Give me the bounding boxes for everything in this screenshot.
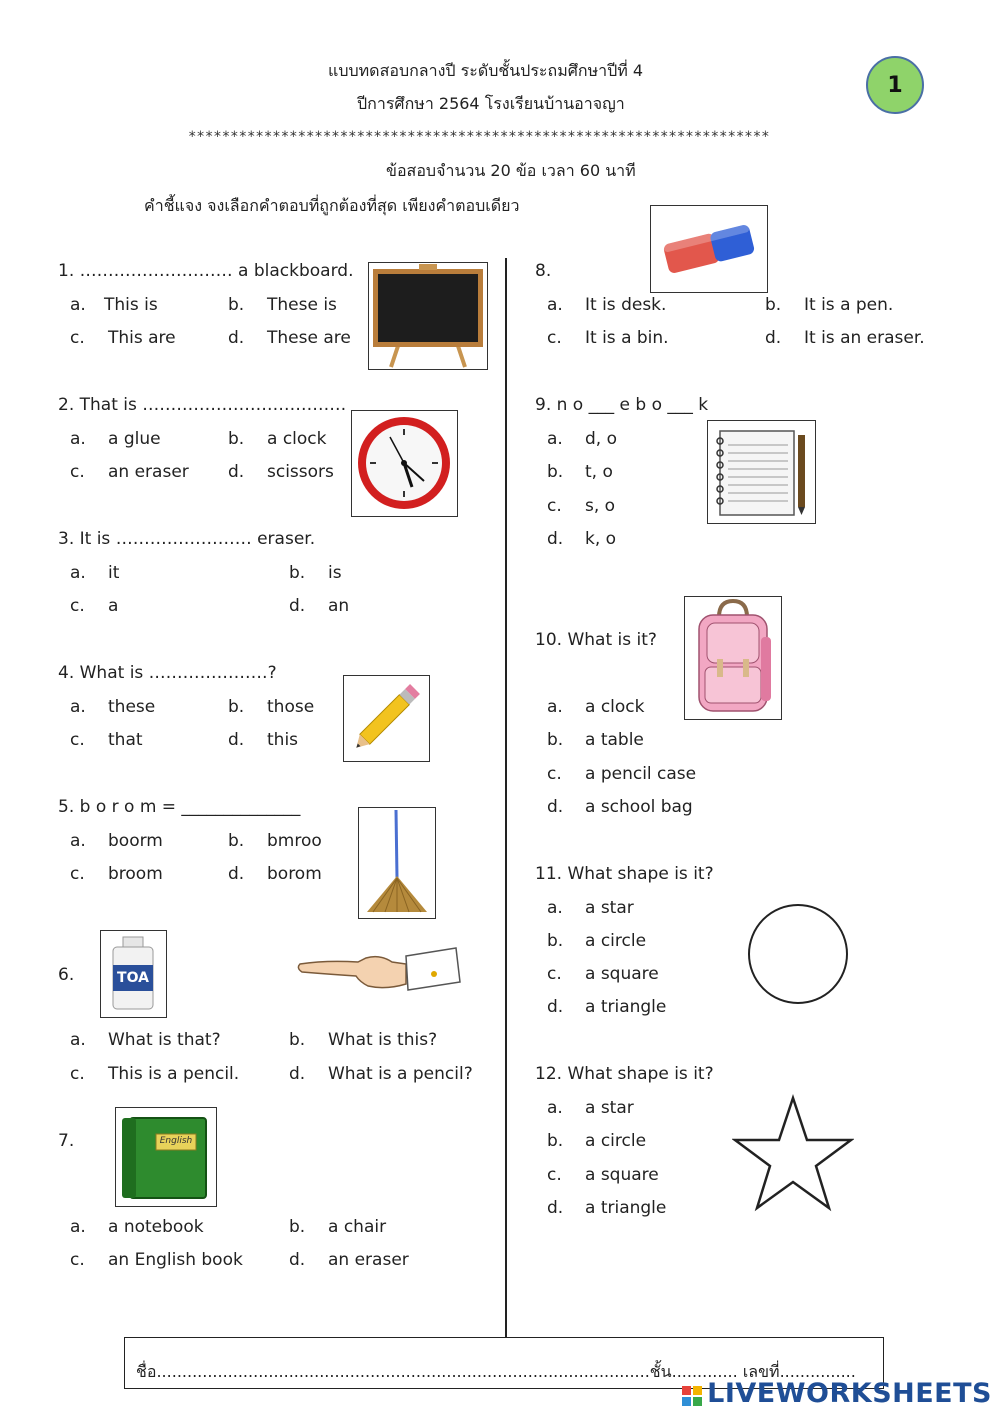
blackboard-image	[368, 262, 488, 370]
glue-brand-label: TOA	[117, 970, 149, 986]
page-number-badge: 1	[866, 56, 924, 114]
option-label: a.	[70, 831, 86, 851]
option-label: b.	[228, 429, 245, 449]
star-separator: *********************************************************************	[188, 129, 770, 145]
option-label: c.	[547, 1165, 562, 1185]
option-a[interactable]: a notebook	[108, 1217, 204, 1237]
option-d[interactable]: a school bag	[585, 797, 693, 817]
option-label: d.	[289, 1250, 306, 1270]
question-text: 2. That is ………………………………	[58, 395, 347, 415]
option-c[interactable]: It is a bin.	[585, 328, 669, 348]
notebook-image	[707, 420, 816, 524]
circle-shape-image	[746, 902, 850, 1006]
question-text: 8.	[535, 261, 552, 281]
option-d[interactable]: borom	[267, 864, 322, 884]
option-d[interactable]: this	[267, 730, 299, 750]
book-cover-label: English	[159, 1136, 193, 1146]
pointing-hand-image	[296, 942, 462, 998]
option-label: c.	[547, 964, 562, 984]
option-label: a.	[547, 429, 563, 449]
option-label: d.	[228, 730, 245, 750]
option-label: b.	[547, 462, 564, 482]
option-d[interactable]: scissors	[267, 462, 334, 482]
option-d[interactable]: k, o	[585, 529, 617, 549]
column-divider	[505, 258, 507, 1338]
option-label: b.	[547, 931, 564, 951]
option-c[interactable]: s, o	[585, 496, 616, 516]
school-bag-image	[684, 596, 782, 720]
student-name-line[interactable]: ชื่อ.................................................................................................ชั้น............. เลขที่...............	[136, 1362, 856, 1381]
option-label: d.	[765, 328, 782, 348]
eraser-image	[650, 205, 768, 293]
option-label: c.	[547, 764, 562, 784]
instruction: คำชี้แจง จงเลือกคำตอบที่ถูกต้องที่สุด เพียงคำตอบเดียว	[144, 196, 520, 215]
option-a[interactable]: a star	[585, 1098, 634, 1118]
option-a[interactable]: a glue	[108, 429, 161, 449]
option-label: a.	[70, 1030, 86, 1050]
option-d[interactable]: a triangle	[585, 1198, 667, 1218]
clock-image	[351, 410, 458, 517]
option-label: a.	[70, 1217, 86, 1237]
option-b[interactable]: a table	[585, 730, 644, 750]
option-label: a.	[547, 898, 563, 918]
option-label: c.	[547, 496, 562, 516]
option-b[interactable]: bmroo	[267, 831, 322, 851]
option-label: b.	[547, 1131, 564, 1151]
option-label: b.	[228, 697, 245, 717]
option-label: c.	[70, 1250, 85, 1270]
option-b[interactable]: a clock	[267, 429, 327, 449]
exam-title: แบบทดสอบกลางปี ระดับชั้นประถมศึกษาปีที่ 4	[328, 61, 644, 80]
option-label: d.	[228, 462, 245, 482]
option-label: c.	[547, 328, 562, 348]
liveworksheets-logo	[681, 1378, 992, 1409]
question-text: 7.	[58, 1131, 75, 1151]
option-c[interactable]: This are	[108, 328, 176, 348]
option-label: b.	[289, 1217, 306, 1237]
english-book-image	[115, 1107, 217, 1207]
option-label: a.	[547, 697, 563, 717]
option-label: d.	[547, 529, 564, 549]
option-label: a.	[547, 1098, 563, 1118]
option-b[interactable]: a circle	[585, 1131, 647, 1151]
option-label: d.	[547, 797, 564, 817]
option-d[interactable]: an	[328, 596, 350, 616]
option-a[interactable]: a star	[585, 898, 634, 918]
option-b[interactable]: a circle	[585, 931, 647, 951]
option-label: a.	[547, 295, 563, 315]
option-b[interactable]: those	[267, 697, 315, 717]
option-a[interactable]: What is that?	[108, 1030, 221, 1050]
option-c[interactable]: a pencil case	[585, 764, 697, 784]
option-a[interactable]: d, o	[585, 429, 617, 449]
option-d[interactable]: What is a pencil?	[328, 1064, 473, 1084]
question-text: 1. ……………………… a blackboard.	[58, 261, 354, 281]
pencil-image	[343, 675, 430, 762]
option-label: a.	[70, 295, 86, 315]
option-c[interactable]: broom	[108, 864, 163, 884]
option-label: d.	[289, 1064, 306, 1084]
option-label: a.	[70, 563, 86, 583]
option-c[interactable]: an English book	[108, 1250, 243, 1270]
option-label: c.	[70, 864, 85, 884]
option-d[interactable]: These are	[267, 328, 351, 348]
option-label: b.	[228, 295, 245, 315]
option-label: d.	[228, 864, 245, 884]
option-a[interactable]: a clock	[585, 697, 645, 717]
option-b[interactable]: a chair	[328, 1217, 387, 1237]
option-c[interactable]: This is a pencil.	[108, 1064, 240, 1084]
exam-info: ข้อสอบจำนวน 20 ข้อ เวลา 60 นาที	[386, 161, 636, 180]
option-label: a.	[70, 429, 86, 449]
option-label: b.	[765, 295, 782, 315]
option-b[interactable]: t, o	[585, 462, 613, 482]
star-shape-image	[732, 1094, 854, 1212]
option-a[interactable]: these	[108, 697, 156, 717]
option-label: a.	[70, 697, 86, 717]
option-label: d.	[547, 1198, 564, 1218]
option-a[interactable]: It is desk.	[585, 295, 667, 315]
option-label: c.	[70, 328, 85, 348]
option-label: b.	[289, 563, 306, 583]
glue-bottle-image	[100, 930, 167, 1018]
question-text: 12. What shape is it?	[535, 1064, 714, 1084]
brand-text: LIVEWORKSHEETS	[707, 1378, 992, 1409]
option-c[interactable]: a	[108, 596, 119, 616]
question-text: 9. n o ___ e b o ___ k	[535, 395, 709, 415]
option-a[interactable]: This is	[104, 295, 158, 315]
option-c[interactable]: that	[108, 730, 143, 750]
option-a[interactable]: boorm	[108, 831, 163, 851]
option-b[interactable]: It is a pen.	[804, 295, 894, 315]
option-c[interactable]: a square	[585, 964, 659, 984]
question-text: 4. What is …………………?	[58, 663, 277, 683]
option-a[interactable]: it	[108, 563, 120, 583]
option-b[interactable]: What is this?	[328, 1030, 438, 1050]
question-text: 5. b o r o m = ______________	[58, 797, 301, 817]
option-c[interactable]: an eraser	[108, 462, 189, 482]
option-label: b.	[289, 1030, 306, 1050]
option-d[interactable]: an eraser	[328, 1250, 409, 1270]
option-c[interactable]: a square	[585, 1165, 659, 1185]
option-d[interactable]: a triangle	[585, 997, 667, 1017]
broom-image	[358, 807, 436, 919]
option-label: c.	[70, 596, 85, 616]
liveworksheets-icon	[681, 1383, 703, 1405]
question-text: 10. What is it?	[535, 630, 657, 650]
option-label: c.	[70, 730, 85, 750]
option-d[interactable]: It is an eraser.	[804, 328, 925, 348]
option-label: b.	[228, 831, 245, 851]
option-label: d.	[547, 997, 564, 1017]
option-b[interactable]: These is	[267, 295, 337, 315]
option-label: d.	[228, 328, 245, 348]
question-text: 11. What shape is it?	[535, 864, 714, 884]
school-year: ปีการศึกษา 2564 โรงเรียนบ้านอาจญา	[357, 94, 625, 113]
question-text: 6.	[58, 965, 75, 985]
option-label: d.	[289, 596, 306, 616]
option-label: c.	[70, 462, 85, 482]
option-label: b.	[547, 730, 564, 750]
option-label: c.	[70, 1064, 85, 1084]
question-text: 3. It is …………………… eraser.	[58, 529, 316, 549]
option-b[interactable]: is	[328, 563, 342, 583]
